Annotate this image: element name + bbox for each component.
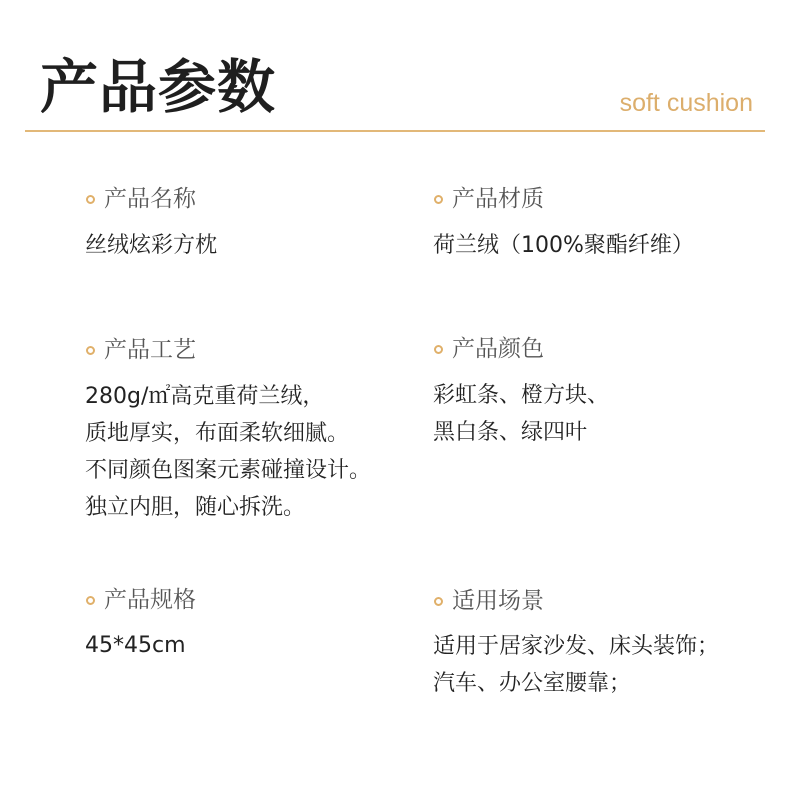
spec-value-line: 45*45cm bbox=[85, 633, 186, 658]
spec-product-craft bbox=[85, 337, 425, 520]
spec-value-line: 黑白条、绿四叶 bbox=[433, 420, 588, 445]
spec-value-line: 不同颜色图案元素碰撞设计。 bbox=[85, 458, 372, 483]
spec-label-row bbox=[433, 336, 783, 362]
page-title: 产品参数 bbox=[40, 53, 277, 121]
header-divider bbox=[25, 130, 765, 132]
spec-value-line: 丝绒炫彩方枕 bbox=[85, 233, 218, 258]
spec-label-row bbox=[85, 587, 425, 613]
spec-label-row bbox=[85, 186, 425, 212]
spec-label-row bbox=[433, 588, 783, 614]
spec-usage-scene bbox=[433, 588, 783, 696]
spec-label: 产品名称 bbox=[104, 186, 196, 212]
spec-label: 适用场景 bbox=[452, 588, 544, 614]
bullet-circle-icon bbox=[434, 195, 443, 204]
spec-value-line: 彩虹条、橙方块、 bbox=[433, 383, 610, 408]
spec-values bbox=[433, 227, 694, 264]
spec-label: 产品规格 bbox=[104, 587, 196, 613]
spec-value-line: 荷兰绒（100%聚酯纤维） bbox=[433, 233, 694, 258]
spec-value-line: 独立内胆，随心拆洗。 bbox=[85, 495, 306, 520]
spec-product-material bbox=[433, 186, 783, 258]
spec-values bbox=[433, 628, 719, 702]
bullet-circle-icon bbox=[86, 346, 95, 355]
bullet-circle-icon bbox=[86, 596, 95, 605]
spec-values bbox=[433, 377, 609, 451]
page-subtitle: soft cushion bbox=[619, 89, 753, 117]
spec-value-line: 适用于居家沙发、床头装饰； bbox=[433, 634, 720, 659]
spec-values bbox=[85, 227, 217, 264]
spec-values bbox=[85, 627, 186, 664]
spec-value-line: 质地厚实，布面柔软细腻。 bbox=[85, 421, 350, 446]
spec-product-size bbox=[85, 587, 425, 658]
spec-label: 产品工艺 bbox=[104, 337, 196, 363]
spec-value-line: 280g/㎡高克重荷兰绒， bbox=[85, 384, 325, 409]
spec-label: 产品材质 bbox=[452, 186, 544, 212]
bullet-circle-icon bbox=[434, 345, 443, 354]
spec-label: 产品颜色 bbox=[452, 336, 544, 362]
spec-label-row bbox=[433, 186, 783, 212]
spec-values bbox=[85, 378, 371, 526]
spec-value-line: 汽车、办公室腰靠； bbox=[433, 671, 632, 696]
spec-label-row bbox=[85, 337, 425, 363]
bullet-circle-icon bbox=[434, 597, 443, 606]
bullet-circle-icon bbox=[86, 195, 95, 204]
spec-product-color bbox=[433, 336, 783, 445]
spec-product-name bbox=[85, 186, 425, 258]
